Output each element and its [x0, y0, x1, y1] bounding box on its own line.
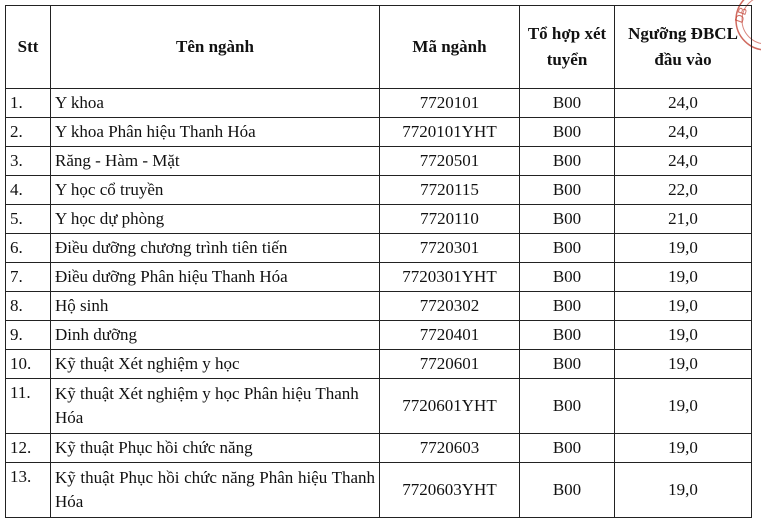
row-code: 7720302	[380, 292, 520, 321]
table-row	[6, 263, 752, 292]
row-code: 7720603YHT	[380, 463, 520, 518]
row-combo: B00	[520, 147, 615, 176]
row-score: 19,0	[615, 350, 752, 379]
table-row	[6, 205, 752, 234]
row-stt: 6.	[6, 234, 51, 263]
row-stt: 9.	[6, 321, 51, 350]
table-row	[6, 463, 752, 518]
row-combo: B00	[520, 118, 615, 147]
table-row	[6, 234, 752, 263]
table-header-row	[6, 6, 752, 89]
row-score: 19,0	[615, 321, 752, 350]
admission-threshold-table	[5, 5, 752, 518]
row-name: Răng - Hàm - Mặt	[51, 147, 380, 176]
row-name: Kỹ thuật Phục hồi chức năng	[51, 434, 380, 463]
row-combo: B00	[520, 434, 615, 463]
row-stt: 8.	[6, 292, 51, 321]
row-name: Y học cổ truyền	[51, 176, 380, 205]
row-name: Kỹ thuật Phục hồi chức năng Phân hiệu Thanh Hóa	[51, 463, 380, 518]
row-name: Dinh dưỡng	[51, 321, 380, 350]
row-stt: 13.	[6, 463, 51, 518]
row-name: Điều dưỡng Phân hiệu Thanh Hóa	[51, 263, 380, 292]
row-combo: B00	[520, 89, 615, 118]
header-to-hop: Tổ hợp xét tuyển	[520, 6, 615, 89]
row-stt: 7.	[6, 263, 51, 292]
row-score: 19,0	[615, 463, 752, 518]
row-stt: 12.	[6, 434, 51, 463]
row-stt: 5.	[6, 205, 51, 234]
row-combo: B00	[520, 350, 615, 379]
table-row	[6, 89, 752, 118]
row-code: 7720401	[380, 321, 520, 350]
row-stt: 3.	[6, 147, 51, 176]
row-score: 21,0	[615, 205, 752, 234]
row-combo: B00	[520, 263, 615, 292]
row-score: 19,0	[615, 379, 752, 434]
row-name: Y khoa Phân hiệu Thanh Hóa	[51, 118, 380, 147]
row-code: 7720301	[380, 234, 520, 263]
row-score: 19,0	[615, 292, 752, 321]
row-name: Y học dự phòng	[51, 205, 380, 234]
row-code: 7720601YHT	[380, 379, 520, 434]
table-row	[6, 118, 752, 147]
row-name: Kỹ thuật Xét nghiệm y học	[51, 350, 380, 379]
table-row	[6, 292, 752, 321]
table-row	[6, 321, 752, 350]
row-combo: B00	[520, 292, 615, 321]
row-name: Kỹ thuật Xét nghiệm y học Phân hiệu Thanh Hóa	[51, 379, 380, 434]
row-stt: 10.	[6, 350, 51, 379]
row-stt: 2.	[6, 118, 51, 147]
row-code: 7720603	[380, 434, 520, 463]
row-combo: B00	[520, 205, 615, 234]
header-ten-nganh: Tên ngành	[51, 6, 380, 89]
table-row	[6, 176, 752, 205]
table-row	[6, 434, 752, 463]
row-stt: 11.	[6, 379, 51, 434]
row-name: Y khoa	[51, 89, 380, 118]
header-stt: Stt	[6, 6, 51, 89]
row-combo: B00	[520, 321, 615, 350]
row-score: 19,0	[615, 434, 752, 463]
row-name: Hộ sinh	[51, 292, 380, 321]
row-code: 7720101	[380, 89, 520, 118]
row-score: 24,0	[615, 118, 752, 147]
row-combo: B00	[520, 234, 615, 263]
table-row	[6, 379, 752, 434]
row-code: 7720101YHT	[380, 118, 520, 147]
row-combo: B00	[520, 463, 615, 518]
table-row	[6, 350, 752, 379]
row-stt: 4.	[6, 176, 51, 205]
row-stt: 1.	[6, 89, 51, 118]
row-code: 7720115	[380, 176, 520, 205]
row-code: 7720501	[380, 147, 520, 176]
row-code: 7720110	[380, 205, 520, 234]
header-ma-nganh: Mã ngành	[380, 6, 520, 89]
row-score: 24,0	[615, 89, 752, 118]
row-name: Điều dưỡng chương trình tiên tiến	[51, 234, 380, 263]
row-score: 22,0	[615, 176, 752, 205]
header-nguong: Ngưỡng ĐBCL đầu vào	[615, 6, 752, 89]
row-score: 19,0	[615, 234, 752, 263]
row-score: 24,0	[615, 147, 752, 176]
row-code: 7720601	[380, 350, 520, 379]
table-row	[6, 147, 752, 176]
row-code: 7720301YHT	[380, 263, 520, 292]
row-score: 19,0	[615, 263, 752, 292]
row-combo: B00	[520, 379, 615, 434]
svg-text:DB: DB	[732, 5, 751, 26]
row-combo: B00	[520, 176, 615, 205]
